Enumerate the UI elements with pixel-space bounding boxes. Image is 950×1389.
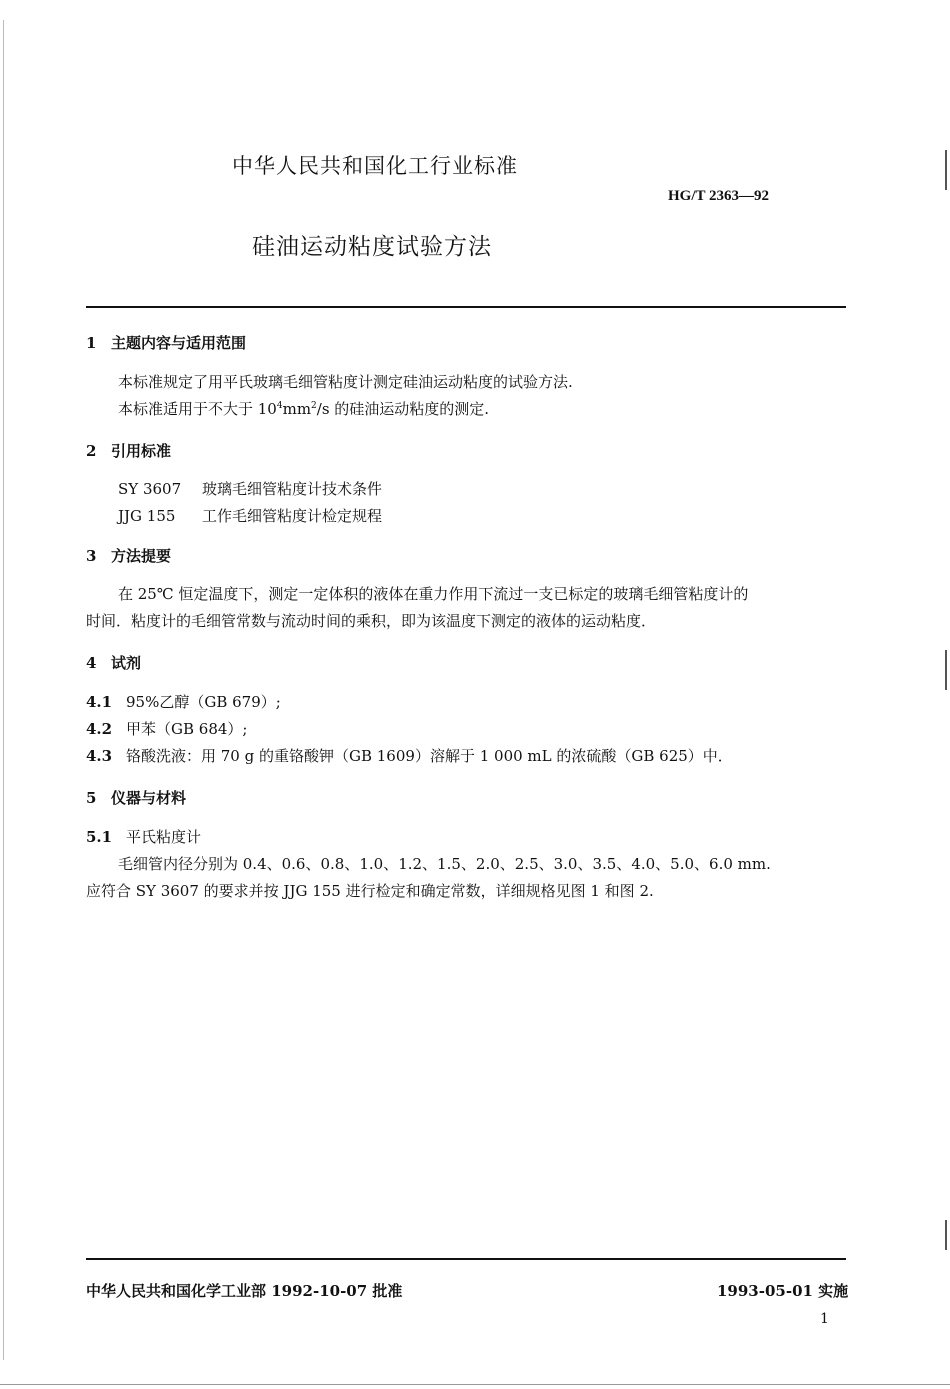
section-title: 仪器与材料 (111, 789, 187, 807)
item-number: 4.1 (86, 693, 113, 711)
section-5-line-1: 毛细管内径分别为 0.4、0.6、0.8、1.0、1.2、1.5、2.0、2.5、3.0、3.5、4.0、5.0、6.0 mm. (118, 855, 771, 873)
effective-date: 1993-05-01 实施 (717, 1282, 849, 1300)
scan-edge-left (3, 20, 4, 1360)
org-title: 中华人民共和国化工行业标准 (232, 154, 518, 178)
section-title: 试剂 (111, 654, 142, 672)
item-text: 平氏粘度计 (126, 828, 202, 846)
section-1-para-1: 本标准规定了用平氏玻璃毛细管粘度计测定硅油运动粘度的试验方法. (118, 373, 573, 391)
section-5-line-2: 应符合 SY 3607 的要求并按 JJG 155 进行检定和确定常数，详细规格见图 1 和图 2. (86, 882, 654, 900)
section-title: 主题内容与适用范围 (111, 334, 247, 352)
section-2-heading (86, 440, 171, 461)
item-text: 铬酸洗液：用 70 g 的重铬酸钾（GB 1609）溶解于 1 000 mL 的浓硫酸（GB 625）中． (126, 747, 733, 765)
item-text: 甲苯（GB 684）; (126, 720, 248, 738)
reference-title: 玻璃毛细管粘度计技术条件 (202, 480, 383, 498)
section-3-line-1: 在 25℃ 恒定温度下，测定一定体积的液体在重力作用下流过一支已标定的玻璃毛细管粘度计的 (118, 585, 749, 603)
reagent-item (86, 745, 733, 766)
reference-code: SY 3607 (118, 480, 182, 498)
item-text: 95%乙醇（GB 679）; (126, 693, 281, 711)
item-number: 4.2 (86, 720, 113, 738)
section-1-para-2: 本标准适用于不大于 $10^4mm^2/s$ 的硅油运动粘度的测定. (118, 400, 490, 418)
reagent-item (86, 718, 247, 739)
scan-edge-right-3 (945, 1220, 947, 1250)
section-number: 5 (86, 789, 97, 807)
reference-item (118, 505, 382, 526)
section-3-heading (86, 545, 171, 566)
subsection-5-1-heading (86, 826, 201, 847)
header-rule (86, 306, 846, 308)
footer-rule (86, 1258, 846, 1260)
reference-title: 工作毛细管粘度计检定规程 (202, 507, 383, 525)
item-number: 4.3 (86, 747, 113, 765)
approval-note: 中华人民共和国化学工业部 1992-10-07 批准 (86, 1282, 403, 1300)
standard-code: HG/T 2363—92 (668, 188, 769, 204)
page-number: 1 (820, 1311, 829, 1327)
section-title: 引用标准 (111, 442, 172, 460)
reference-code: JJG 155 (118, 507, 176, 525)
scan-edge-bottom (0, 1384, 950, 1385)
section-4-heading (86, 652, 141, 673)
section-1-heading (86, 332, 246, 353)
section-number: 1 (86, 334, 97, 352)
section-3-line-2: 时间．粘度计的毛细管常数与流动时间的乘积，即为该温度下测定的液体的运动粘度． (86, 612, 657, 630)
section-number: 2 (86, 442, 97, 460)
section-number: 3 (86, 547, 97, 565)
section-5-heading (86, 787, 186, 808)
section-title: 方法提要 (111, 547, 172, 565)
scan-edge-right-2 (945, 650, 947, 690)
item-number: 5.1 (86, 828, 113, 846)
scan-edge-right-1 (945, 150, 947, 190)
reference-item (118, 478, 382, 499)
section-number: 4 (86, 654, 97, 672)
doc-title: 硅油运动粘度试验方法 (252, 234, 492, 260)
reagent-item (86, 691, 281, 712)
